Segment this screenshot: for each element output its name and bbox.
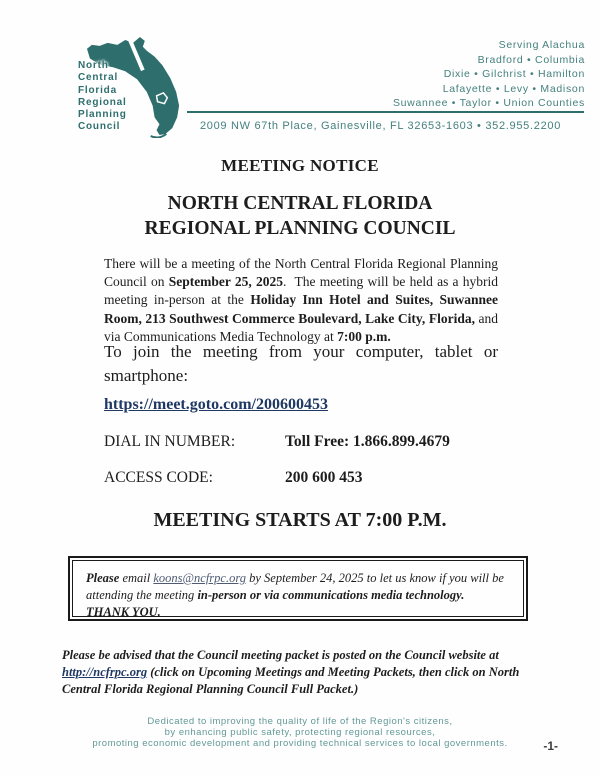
ncfrpc-logo — [62, 34, 184, 138]
serving-counties — [393, 38, 585, 111]
meeting-start-time: MEETING STARTS AT 7:00 P.M. — [153, 509, 447, 531]
logo-line: Planning — [78, 109, 127, 121]
meeting-url-link[interactable]: https://meet.goto.com/200600453 — [104, 396, 328, 413]
access-code-value: 200 600 453 — [285, 469, 363, 486]
rsvp-box-inner — [72, 560, 524, 617]
join-instructions: To join the meeting from your computer, tablet or smartphone: — [104, 342, 498, 385]
rsvp-box — [68, 556, 528, 621]
footer-motto — [0, 716, 600, 750]
logo-line: Council — [78, 121, 121, 133]
intro-paragraph: There will be a meeting of the North Central Florida Regional Planning Council on September 25, 2025. The meeting will be held as a hybrid meeting in-person at the Holiday Inn Hotel and Suites, Suwannee Room, 213 Southwest Commerce Boulevard, Lake City, Florida, and via Communications Media Technology at 7:00 p.m. — [104, 256, 502, 344]
footer-line: Dedicated to improving the quality of life of the Region's citizens, — [147, 716, 453, 727]
access-code-row — [104, 469, 363, 487]
access-code-label: ACCESS CODE: — [104, 469, 213, 486]
meeting-notice-title: MEETING NOTICE — [221, 156, 379, 175]
org-title-line2: REGIONAL PLANNING COUNCIL — [144, 217, 456, 239]
serving-line: Dixie • Gilchrist • Hamilton — [443, 68, 585, 81]
footer-line: promoting economic development and providing technical services to local governments. — [92, 738, 508, 750]
serving-line: Suwannee • Taylor • Union Counties — [392, 97, 585, 110]
footer-line: by enhancing public safety, protecting regional resources, — [164, 727, 436, 739]
logo-line: Central — [78, 72, 119, 84]
serving-line: Bradford • Columbia — [477, 53, 585, 66]
dial-in-number: Toll Free: 1.866.899.4679 — [285, 433, 450, 450]
packet-note: Please be advised that the Council meeting packet is posted on the Council website at http://ncfrpc.org (click on Upcoming Meetings and Meeting Packets, then click on North Central Florida Regional Planning Council Full Packet.) — [62, 648, 523, 696]
org-title — [0, 192, 600, 241]
dial-in-row — [104, 433, 450, 451]
dial-in-label: DIAL IN NUMBER: — [104, 433, 236, 450]
org-title-line1: NORTH CENTRAL FLORIDA — [167, 193, 433, 214]
logo-line: North — [78, 60, 109, 71]
serving-line: Lafayette • Levy • Madison — [442, 82, 585, 95]
logo-line: Regional — [78, 96, 127, 108]
serving-line: Serving Alachua — [498, 39, 585, 51]
logo-wordmark — [78, 60, 127, 134]
rsvp-text: Please email koons@ncfrpc.org by September 24, 2025 to let us know if you will be attending the meeting in-person or via communications media technology. THANK YOU. — [86, 571, 508, 619]
page-number: -1- — [543, 739, 558, 753]
header-divider — [187, 111, 584, 113]
address-line: 2009 NW 67th Place, Gainesville, FL 32653-1603 • 352.955.2200 — [199, 120, 562, 132]
logo-line: Florida — [78, 84, 117, 96]
council-website-link[interactable]: http://ncfrpc.org — [62, 665, 148, 679]
email-link[interactable]: koons@ncfrpc.org — [153, 571, 246, 585]
